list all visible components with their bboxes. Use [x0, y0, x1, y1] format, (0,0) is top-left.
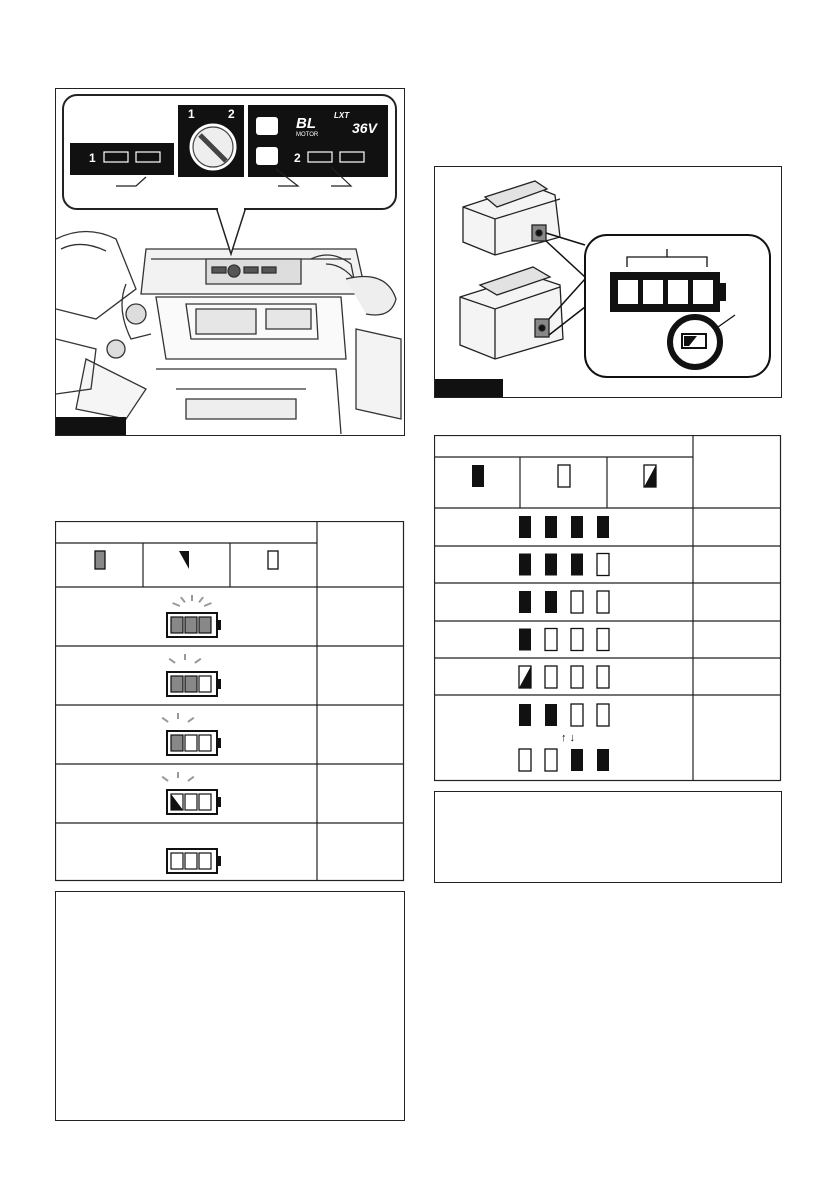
legend-off-icon — [268, 551, 278, 569]
legend-blink-icon — [179, 551, 189, 569]
gauge-cell — [199, 794, 211, 810]
figure-1-panel-photo — [55, 88, 405, 436]
indicator-lamp-lit — [571, 749, 583, 771]
indicator-lamp-lit — [571, 516, 583, 538]
blink-ray — [199, 597, 203, 602]
voltage-label: 36V — [352, 120, 377, 136]
left-indicator-table — [55, 521, 405, 883]
dial-label-1: 1 — [188, 107, 195, 121]
right-note-box — [434, 791, 782, 883]
indicator-lamp-lit — [545, 704, 557, 726]
blink-ray — [162, 777, 168, 781]
legend-lit-icon — [95, 551, 105, 569]
blink-ray — [162, 718, 168, 722]
indicator-lamp-lit — [597, 749, 609, 771]
battery-gauge-icon — [167, 849, 221, 873]
legend-blink-icon — [644, 465, 656, 487]
indicator-lamp-off — [545, 749, 557, 771]
figure-1-illustration — [56, 89, 403, 434]
battery-2-label: 2 — [294, 151, 301, 165]
blink-ray — [204, 603, 211, 606]
indicator-lamp-off — [571, 629, 583, 651]
indicator-lamp-lit — [519, 704, 531, 726]
indicator-lamp-lit — [545, 554, 557, 576]
gauge-cell — [185, 617, 197, 633]
battery-gauge-icon — [167, 595, 221, 637]
indicator-lamp-lit — [571, 554, 583, 576]
figure-1-tag — [56, 417, 126, 435]
gauge-cell — [171, 617, 183, 633]
gauge-cell — [199, 617, 211, 633]
figure-2-battery-photo — [434, 166, 782, 398]
indicator-lamp-lit — [545, 516, 557, 538]
battery-illustration — [435, 167, 780, 396]
legend-off-icon — [558, 465, 570, 487]
gauge-cell — [199, 676, 211, 692]
gauge-cell — [199, 735, 211, 751]
battery-gauge-icon — [162, 772, 221, 814]
dial-label-2: 2 — [228, 107, 235, 121]
indicator-lamp-lit — [519, 516, 531, 538]
indicator-lamp-blink — [519, 666, 531, 688]
indicator-lamp-lit — [545, 591, 557, 613]
indicator-lamp-off — [519, 749, 531, 771]
gauge-cell — [199, 853, 211, 869]
indicator-lamp-off — [545, 666, 557, 688]
indicator-lamp-lit — [597, 516, 609, 538]
indicator-lamp-off — [571, 591, 583, 613]
left-note-box — [55, 891, 405, 1121]
legend-lit-icon — [472, 465, 484, 487]
gauge-cell — [171, 735, 183, 751]
blink-ray — [195, 659, 201, 663]
indicator-lamp-lit — [519, 629, 531, 651]
indicator-lamp-off — [597, 591, 609, 613]
gauge-cell — [171, 853, 183, 869]
indicator-lamp-off — [545, 629, 557, 651]
indicator-lamp-off — [571, 704, 583, 726]
indicator-lamp-off — [597, 554, 609, 576]
gauge-cell — [185, 676, 197, 692]
indicator-lamp-off — [597, 666, 609, 688]
blink-ray — [169, 659, 175, 663]
brand-mark: BL — [296, 115, 316, 132]
battery-gauge-icon — [162, 713, 221, 755]
lxt-label: LXT — [334, 111, 350, 120]
blink-ray — [188, 718, 194, 722]
figure-2-tag — [435, 379, 503, 397]
indicator-lamp-off — [597, 629, 609, 651]
blink-ray — [188, 777, 194, 781]
indicator-lamp-lit — [519, 591, 531, 613]
indicator-lamp-lit — [519, 554, 531, 576]
gauge-cell — [185, 794, 197, 810]
gauge-cell — [185, 735, 197, 751]
battery-1-label: 1 — [89, 151, 96, 165]
blink-ray — [173, 603, 180, 606]
alternation-arrows: ↑ ↓ — [560, 732, 576, 744]
gauge-cell — [171, 676, 183, 692]
gauge-cell — [185, 853, 197, 869]
blink-ray — [181, 597, 185, 602]
indicator-lamp-off — [597, 704, 609, 726]
indicator-lamp-off — [571, 666, 583, 688]
brand-sub: MOTOR — [296, 132, 319, 138]
battery-gauge-icon — [167, 654, 221, 696]
right-indicator-table — [434, 435, 782, 782]
